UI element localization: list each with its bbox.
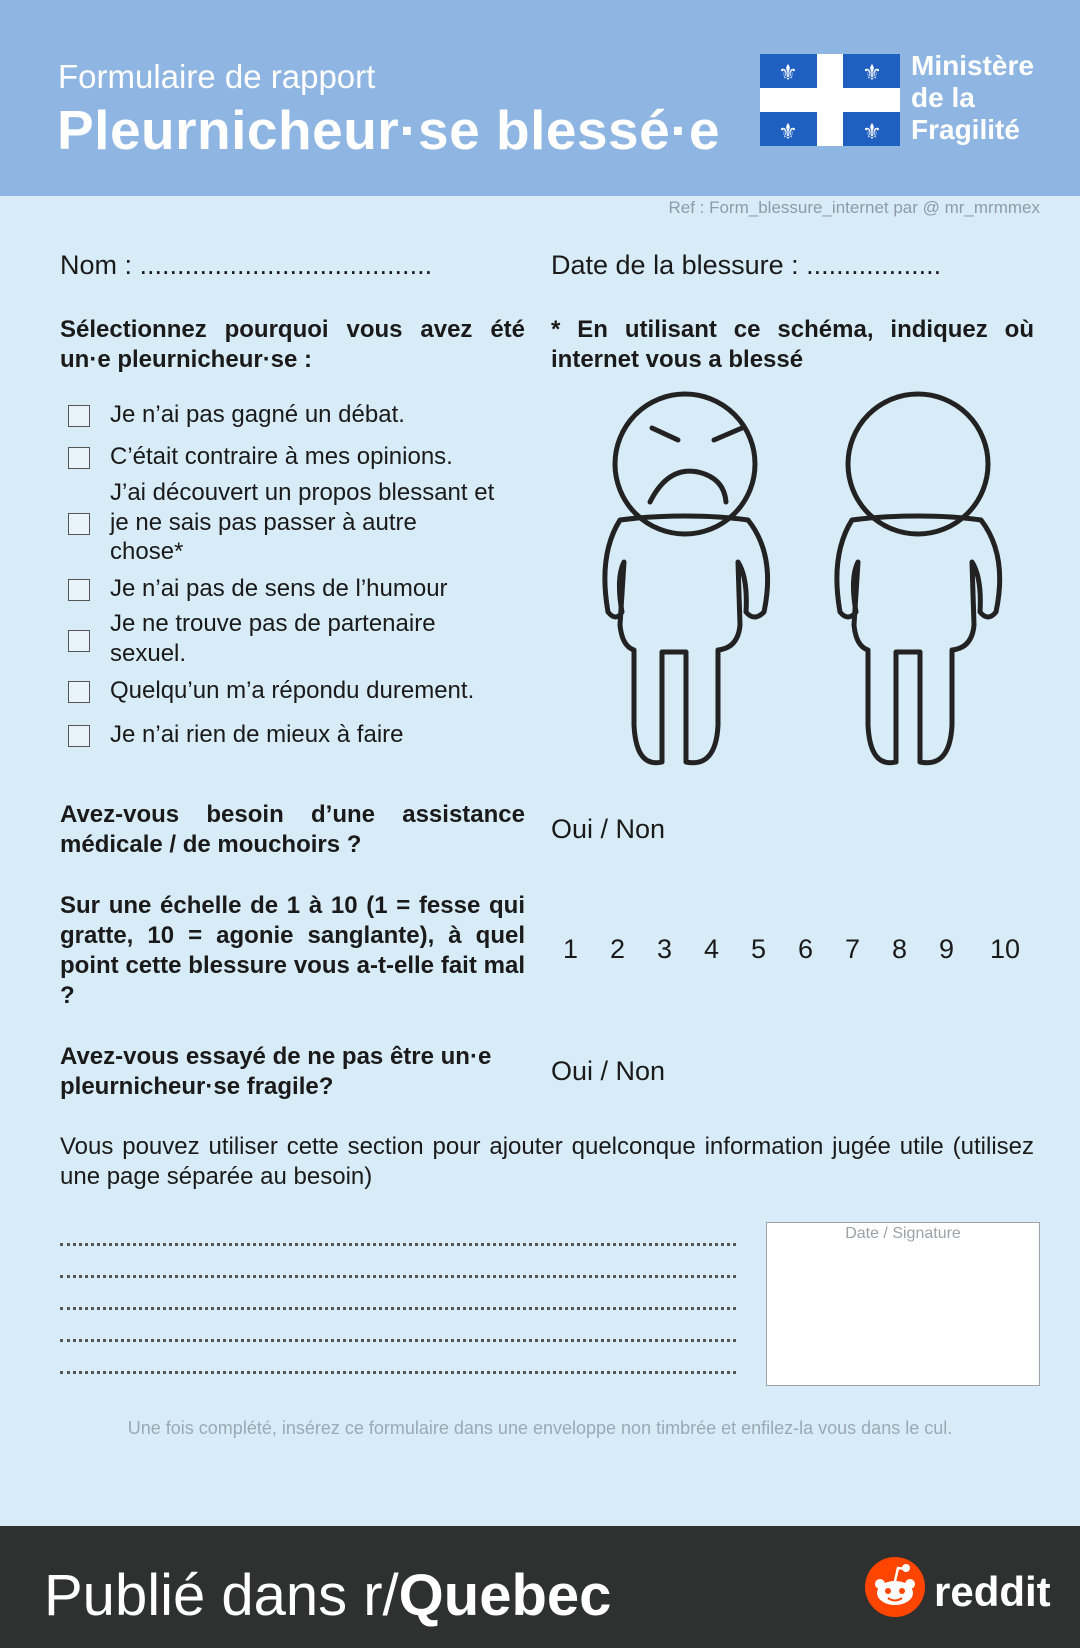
reasons-question: Sélectionnez pourquoi vous avez été un·e pleurnicheur·se :: [60, 316, 525, 373]
option-label-line: Je ne trouve pas de partenaire: [110, 610, 436, 637]
tried-answer[interactable]: Oui / Non: [551, 1056, 666, 1086]
scale-question: Sur une échelle de 1 à 10 (1 = fesse qui gratte, 10 = agonie sanglante), à quel point cette blessure vous a-t-elle fait mal ?: [60, 892, 525, 1009]
name-field[interactable]: Nom : .......................................: [60, 250, 433, 280]
option-label: Je n’ai pas gagné un débat.: [110, 401, 405, 428]
form-subtitle: Formulaire de rapport: [58, 58, 376, 95]
svg-text:⚜: ⚜: [778, 120, 798, 145]
scale-value-3[interactable]: 3: [657, 934, 673, 964]
svg-text:⚜: ⚜: [862, 120, 882, 145]
checkbox[interactable]: [68, 681, 90, 703]
scale-value-4[interactable]: 4: [704, 934, 720, 964]
form-title: Pleurnicheur·se blessé·e: [57, 99, 721, 161]
checkbox[interactable]: [68, 447, 90, 469]
scale-value-2[interactable]: 2: [610, 934, 626, 964]
scale-value-10[interactable]: 10: [990, 934, 1021, 964]
scale-value-1[interactable]: 1: [563, 934, 579, 964]
scale-value-7[interactable]: 7: [845, 934, 861, 964]
ministry-name: [911, 50, 1034, 146]
checkbox[interactable]: [68, 513, 90, 535]
reddit-logo-icon: [864, 1556, 926, 1618]
signature-box[interactable]: [766, 1222, 1040, 1386]
source-bar: [0, 1526, 1080, 1648]
option-label-line: J’ai découvert un propos blessant et: [110, 479, 495, 506]
ministry-line-2: de la: [911, 82, 975, 113]
option-label: Je n’ai pas de sens de l’humour: [110, 575, 448, 602]
ministry-line-1: Ministère: [911, 50, 1034, 81]
scale-value-8[interactable]: 8: [892, 934, 908, 964]
posted-prefix: Publié dans r/: [44, 1563, 399, 1628]
scale-value-6[interactable]: 6: [798, 934, 814, 964]
subreddit-name: Quebec: [398, 1563, 612, 1628]
notes-line[interactable]: [60, 1336, 736, 1342]
body-diagram[interactable]: [578, 390, 1018, 780]
checkbox[interactable]: [68, 630, 90, 652]
scale-value-9[interactable]: 9: [939, 934, 955, 964]
ministry-line-3: Fragilité: [911, 114, 1020, 145]
checkbox[interactable]: [68, 579, 90, 601]
option-label-line: sexuel.: [110, 640, 187, 667]
option-label-line: chose*: [110, 538, 184, 565]
medical-answer[interactable]: Oui / Non: [551, 814, 666, 844]
medical-question: Avez-vous besoin d’une assistance médicale / de mouchoirs ?: [60, 801, 525, 858]
svg-text:⚜: ⚜: [778, 61, 798, 86]
checkbox[interactable]: [68, 405, 90, 427]
back-figure-icon: [837, 394, 1000, 763]
notes-line[interactable]: [60, 1304, 736, 1310]
option-label: Quelqu’un m’a répondu durement.: [110, 677, 475, 704]
checkbox[interactable]: [68, 725, 90, 747]
notes-line[interactable]: [60, 1272, 736, 1278]
tried-question: Avez-vous essayé de ne pas être un·e pleurnicheur·se fragile?: [60, 1043, 492, 1100]
reference-note: Ref : Form_blessure_internet par @ mr_mrmmex: [668, 198, 1040, 217]
notes-line[interactable]: [60, 1240, 736, 1246]
diagram-question: * En utilisant ce schéma, indiquez où internet vous a blessé: [551, 316, 1034, 373]
form-header: [0, 0, 1080, 196]
posted-in-text[interactable]: [44, 1562, 611, 1629]
option-label-line: je ne sais pas passer à autre: [110, 509, 417, 536]
front-figure-icon: [605, 394, 768, 763]
reddit-wordmark: reddit: [934, 1568, 1051, 1615]
notes-instructions: Vous pouvez utiliser cette section pour ajouter quelconque information jugée utile (utilisez une page séparée au besoin): [60, 1133, 1034, 1190]
quebec-flag-icon: [760, 54, 900, 146]
option-label: Je n’ai rien de mieux à faire: [110, 721, 404, 748]
footer-note: Une fois complété, insérez ce formulaire dans une enveloppe non timbrée et enfilez-la vous dans le cul.: [127, 1418, 953, 1438]
notes-line[interactable]: [60, 1368, 736, 1374]
injury-date-field[interactable]: Date de la blessure : ..................: [551, 250, 942, 280]
scale-value-5[interactable]: 5: [751, 934, 767, 964]
signature-label: Date / Signature: [845, 1225, 961, 1242]
option-label: C’était contraire à mes opinions.: [110, 443, 453, 470]
svg-text:⚜: ⚜: [862, 61, 882, 86]
